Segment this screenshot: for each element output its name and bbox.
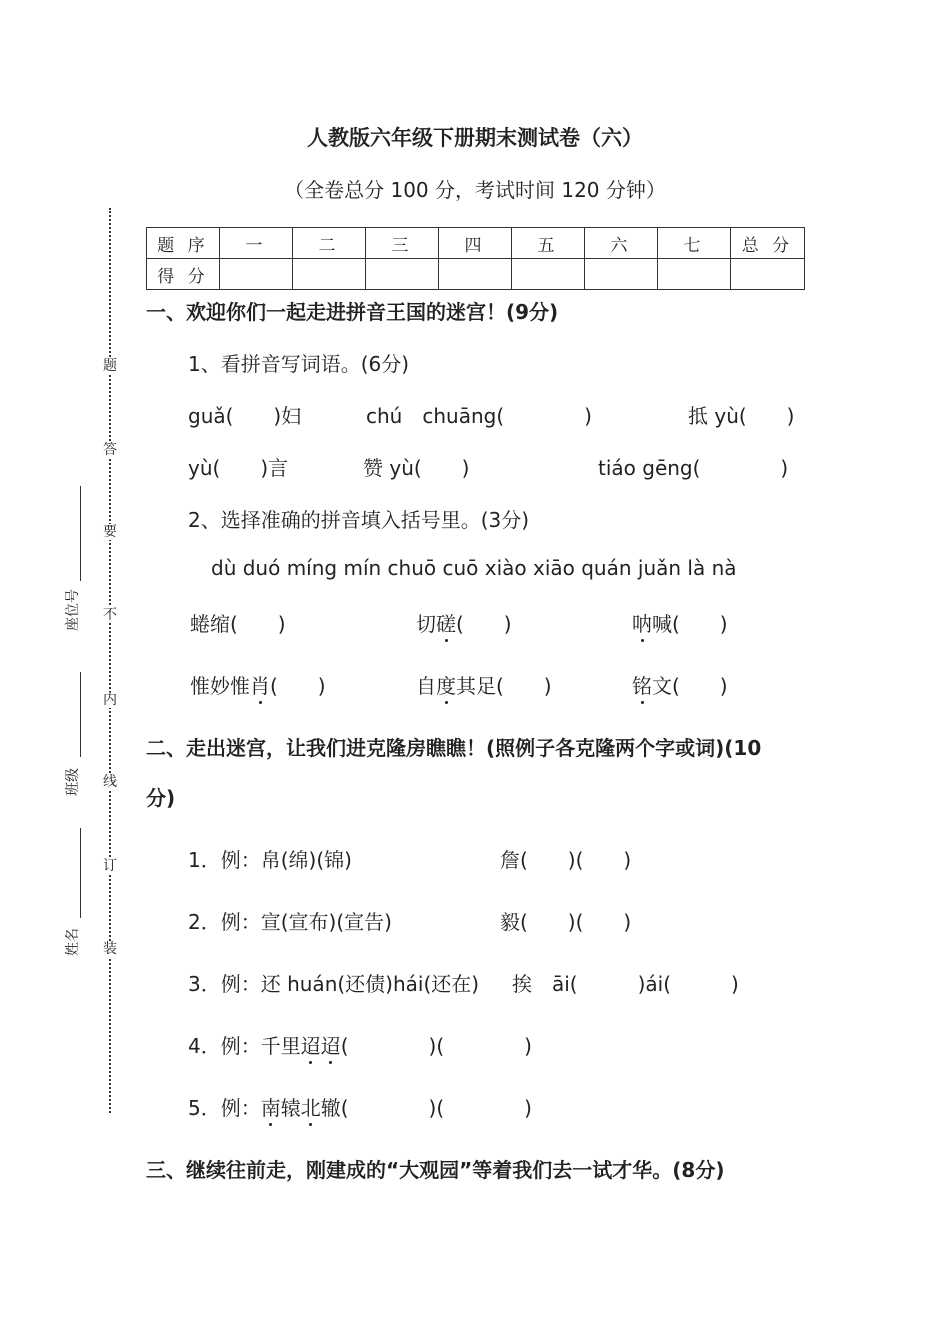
score-input-cell[interactable] (585, 259, 658, 290)
word-text: 文( ) (652, 674, 728, 698)
pinyin-item: chú chuāng( ) (366, 404, 592, 428)
dotted-char: 磋 (436, 612, 456, 636)
page-subtitle: （全卷总分 100 分，考试时间 120 分钟） (284, 178, 666, 202)
word-text: 蜷缩( ) (190, 612, 286, 636)
word-text: 自 (416, 674, 436, 698)
dotted-char: 肖 (250, 674, 270, 698)
name-label: 姓名 (65, 928, 81, 956)
section2-heading-cont: 分) (146, 786, 176, 810)
pinyin-item: yù( )言 (188, 456, 289, 480)
margin-char: 不 (103, 607, 117, 623)
table-cell: 七 (658, 228, 731, 259)
binding-dotted-line (109, 208, 111, 1113)
pinyin-item: 赞 yù( ) (363, 456, 470, 480)
word-text: ( ) (456, 612, 512, 636)
section2-heading: 二、走出迷宫，让我们进克隆房瞧瞧！(照例子各克隆两个字或词)(10 (146, 736, 762, 760)
clone-example: 3．例：还 huán(还债)hái(还在) (188, 972, 480, 996)
score-table (146, 227, 805, 290)
clone-task: 挨 āi( )ái( ) (512, 972, 739, 996)
pinyin-options: dù duó míng mín chuō cuō xiào xiāo quán juǎn là nà (211, 556, 737, 580)
table-cell: 五 (512, 228, 585, 259)
table-cell: 题 序 (147, 228, 220, 259)
score-input-cell[interactable] (439, 259, 512, 290)
q2-label: 2、选择准确的拼音填入括号里。(3分) (188, 508, 530, 532)
word-text: 4．例：千里 (188, 1034, 301, 1058)
score-input-cell[interactable] (731, 259, 805, 290)
clone-task: 詹( )( ) (500, 848, 632, 872)
pinyin-item: guǎ( )妇 (188, 404, 302, 428)
pinyin-item: tiáo gēng( ) (598, 456, 789, 480)
word-text: 喊( ) (652, 612, 728, 636)
clone-task: 毅( )( ) (500, 910, 632, 934)
clone-example: 2．例：宣(宣布)(宣告) (188, 910, 392, 934)
table-cell: 四 (439, 228, 512, 259)
table-cell: 六 (585, 228, 658, 259)
class-blank (80, 672, 81, 757)
word-item (416, 608, 512, 637)
pinyin-item: 抵 yù( ) (688, 404, 795, 428)
name-blank (80, 828, 81, 918)
word-text: ( ) (270, 674, 326, 698)
section1-heading: 一、欢迎你们一起走进拼音王国的迷宫！(9分) (146, 300, 559, 324)
word-text: 5．例： (188, 1096, 261, 1120)
class-label: 班级 (65, 768, 81, 796)
dotted-char: 呐 (632, 612, 652, 636)
margin-char: 装 (103, 941, 117, 957)
clone-example: 1．例：帛(绵)(锦) (188, 848, 352, 872)
dotted-char: 铭 (632, 674, 652, 698)
word-text: 辙( )( ) (320, 1096, 532, 1120)
score-input-cell[interactable] (658, 259, 731, 290)
score-table-header (147, 228, 805, 259)
margin-char: 内 (103, 692, 117, 708)
score-table-row (147, 259, 805, 290)
word-item (632, 670, 728, 699)
table-cell: 一 (220, 228, 293, 259)
score-input-cell[interactable] (220, 259, 293, 290)
q1-label: 1、看拼音写词语。(6分) (188, 352, 410, 376)
page-title: 人教版六年级下册期末测试卷（六） (307, 126, 643, 150)
margin-char: 题 (103, 358, 117, 374)
word-item (190, 608, 286, 637)
word-item (416, 670, 552, 699)
dotted-char: 北 (300, 1096, 321, 1120)
dotted-char: 迢 (300, 1034, 321, 1058)
score-input-cell[interactable] (293, 259, 366, 290)
clone-item (188, 1092, 532, 1121)
section3-heading: 三、继续往前走，刚建成的“大观园”等着我们去一试才华。(8分) (146, 1158, 725, 1182)
seat-number-blank (80, 486, 81, 581)
dotted-char: 度 (436, 674, 456, 698)
word-item (190, 670, 326, 699)
word-text: 惟妙惟 (190, 674, 250, 698)
dotted-char: 迢 (320, 1034, 341, 1058)
word-text: 其足( ) (456, 674, 552, 698)
margin-char: 要 (103, 524, 117, 540)
margin-char: 订 (103, 858, 117, 874)
word-item (632, 608, 728, 637)
score-input-cell[interactable] (366, 259, 439, 290)
table-cell: 三 (366, 228, 439, 259)
word-text: ( )( ) (340, 1034, 532, 1058)
score-input-cell[interactable] (512, 259, 585, 290)
margin-char: 答 (103, 442, 117, 458)
table-cell: 总 分 (731, 228, 805, 259)
word-text: 辕 (280, 1096, 301, 1120)
dotted-char: 南 (260, 1096, 281, 1120)
table-cell: 得 分 (147, 259, 220, 290)
margin-char: 线 (103, 774, 117, 790)
seat-number-label: 座位号 (65, 589, 81, 631)
table-cell: 二 (293, 228, 366, 259)
word-text: 切 (416, 612, 436, 636)
clone-item (188, 1030, 532, 1059)
